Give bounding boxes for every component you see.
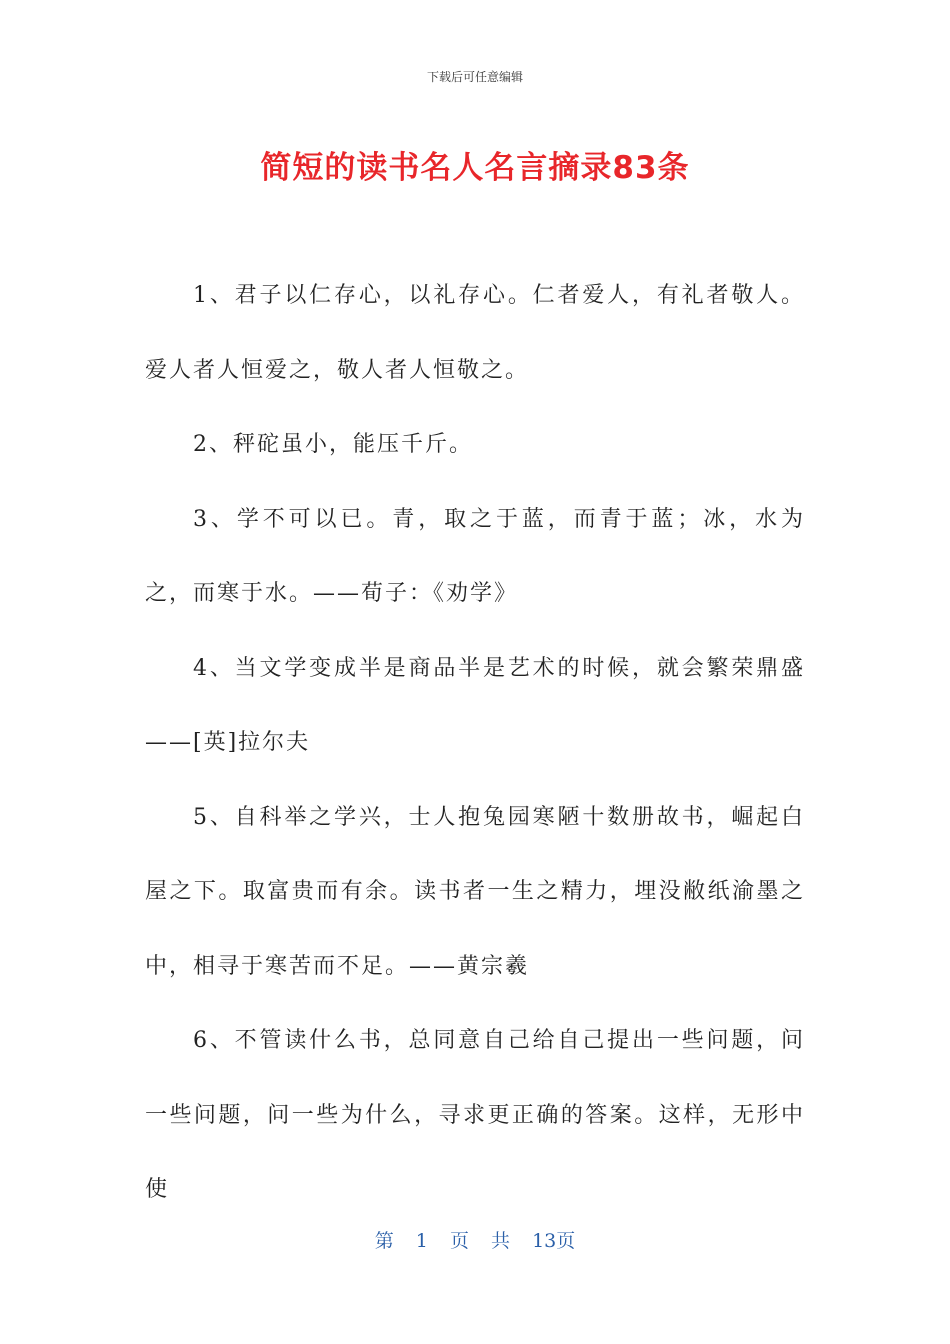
footer-total-pages: 13页 [532, 1230, 576, 1252]
paragraph-4: 4、当文学变成半是商品半是艺术的时候，就会繁荣鼎盛——[英]拉尔夫 [145, 655, 805, 755]
footer-current-page: 1 [415, 1230, 428, 1252]
footer-label-ye: 页 [449, 1230, 469, 1252]
paragraph-3: 3、学不可以已。青，取之于蓝，而青于蓝；冰，水为之，而寒于水。——荀子：《劝学》 [145, 506, 805, 606]
paragraph-5: 5、自科举之学兴，士人抱兔园寒陋十数册故书，崛起白屋之下。取富贵而有余。读书者一生之精力，埋没敝纸渝墨之中，相寻于寒苦而不足。——黄宗羲 [145, 804, 805, 979]
page-number-footer [0, 1226, 950, 1253]
header-note: 下载后可任意编辑 [426, 70, 523, 84]
footer-label-di: 第 [374, 1230, 394, 1252]
document-body [145, 259, 805, 1228]
paragraph-1: 1、君子以仁存心，以礼存心。仁者爱人，有礼者敬人。爱人者人恒爱之，敬人者人恒敬之。 [145, 283, 805, 383]
paragraph-2: 2、秤砣虽小，能压千斤。 [193, 432, 473, 457]
footer-label-gong: 共 [491, 1230, 511, 1252]
paragraph-6: 6、不管读什么书，总同意自己给自己提出一些问题，问一些问题，问一些为什么，寻求更正确的答案。这样，无形中使 [145, 1028, 805, 1202]
document-title: 简短的读书名人名言摘录83条 [260, 150, 690, 186]
